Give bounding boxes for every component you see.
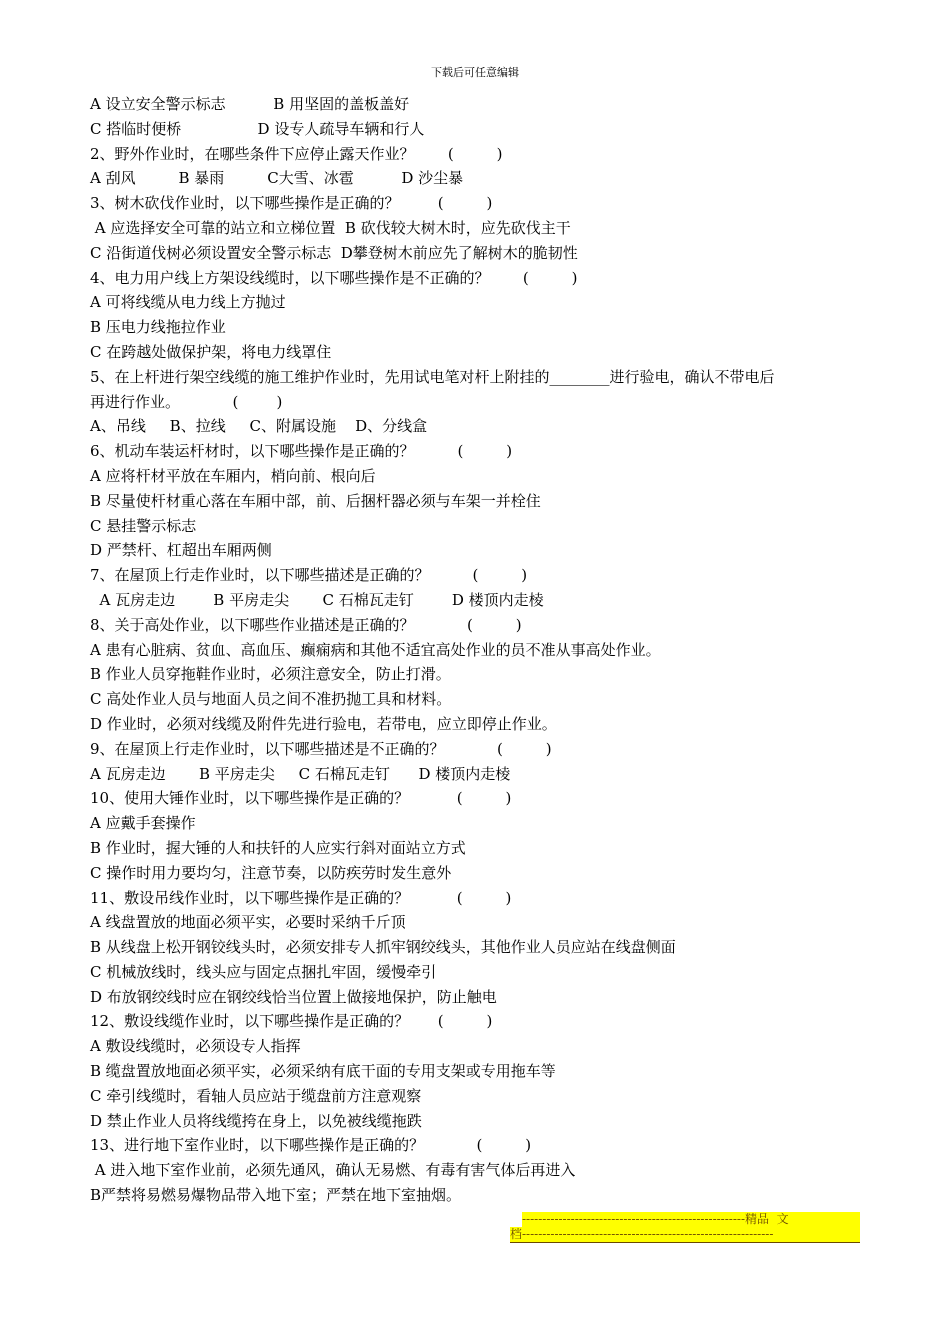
text-line: A 敷设线缆时，必须设专人指挥 — [90, 1037, 301, 1056]
text-line: A 瓦房走边 B 平房走尖 C 石棉瓦走钉 D 楼顶内走棱 — [90, 590, 544, 609]
text-line: A 应选择安全可靠的站立和立梯位置 B 砍伐较大树木时，应先砍伐主干 — [90, 218, 571, 237]
text-line: C 牵引线缆时，看轴人员应站于缆盘前方注意观察 — [90, 1086, 422, 1105]
text-line: A 可将线缆从电力线上方抛过 — [90, 293, 286, 312]
text-line: B严禁将易燃易爆物品带入地下室；严禁在地下室抽烟。 — [90, 1186, 462, 1205]
text-line: A 瓦房走边 B 平房走尖 C 石棉瓦走钉 D 楼顶内走棱 — [90, 764, 511, 783]
text-line: C 在跨越处做保护架，将电力线罩住 — [90, 342, 332, 361]
text-line: D 禁止作业人员将线缆挎在身上，以免被线缆拖跌 — [90, 1111, 422, 1130]
document-body — [90, 92, 870, 1208]
text-line: B 缆盘置放地面必须平实，必须采纳有底干面的专用支架或专用拖车等 — [90, 1062, 556, 1081]
question-line: 4、电力用户线上方架设线缆时，以下哪些操作是不正确的？ ( ) — [90, 268, 578, 287]
question-line: 11、敷设吊线作业时，以下哪些操作是正确的？ ( ) — [90, 888, 512, 907]
page-header: 下载后可任意编辑 — [431, 66, 519, 79]
text-line: A 进入地下室作业前，必须先通风，确认无易燃、有毒有害气体后再进入 — [90, 1161, 576, 1180]
question-line: 2、野外作业时，在哪些条件下应停止露天作业？ ( ) — [90, 144, 503, 163]
text-line: C 悬挂警示标志 — [90, 516, 197, 535]
text-line: A、吊线 B、拉线 C、附属设施 D、分线盒 — [90, 417, 428, 436]
question-line: 5、在上杆进行架空线缆的施工维护作业时，先用试电笔对杆上附挂的________进行验电，确认不带电后 — [90, 367, 775, 386]
text-line: B 压电力线拖拉作业 — [90, 318, 226, 337]
text-line: C 机械放线时，线头应与固定点捆扎牢固，缓慢牵引 — [90, 962, 437, 981]
text-line: A 刮风 B 暴雨 C大雪、冰雹 D 沙尘暴 — [90, 169, 464, 188]
text-line: D 布放钢绞线时应在钢绞线恰当位置上做接地保护，防止触电 — [90, 987, 497, 1006]
text-line: B 从线盘上松开钢铰线头时，必须安排专人抓牢钢绞线头，其他作业人员应站在线盘侧面 — [90, 938, 676, 957]
question-line: 10、使用大锤作业时，以下哪些操作是正确的？ ( ) — [90, 789, 512, 808]
question-line: 6、机动车装运杆材时，以下哪些操作是正确的？ ( ) — [90, 442, 513, 461]
text-line: 再进行作业。 ( ) — [90, 392, 283, 411]
text-line: B 尽量使杆材重心落在车厢中部，前、后捆杆器必须与车架一并栓住 — [90, 491, 541, 510]
watermark-row: 档-------------------------------------------------------------- — [510, 1227, 860, 1243]
question-line: 12、敷设线缆作业时，以下哪些操作是正确的？ ( ) — [90, 1012, 493, 1031]
question-line: 8、关于高处作业，以下哪些作业描述是正确的？ ( ) — [90, 615, 522, 634]
text-line: A 应戴手套操作 — [90, 814, 196, 833]
text-line: B 作业时，握大锤的人和扶钎的人应实行斜对面站立方式 — [90, 838, 466, 857]
text-line: D 作业时，必须对线缆及附件先进行验电，若带电，应立即停止作业。 — [90, 714, 557, 733]
question-line: 13、进行地下室作业时，以下哪些操作是正确的？ ( ) — [90, 1136, 532, 1155]
text-line: C 高处作业人员与地面人员之间不准扔抛工具和材料。 — [90, 690, 452, 709]
text-line: C 沿街道伐树必须设置安全警示标志 D攀登树木前应先了解树木的脆韧性 — [90, 243, 578, 262]
text-line: C 搭临时便桥 D 设专人疏导车辆和行人 — [90, 119, 425, 138]
question-line: 7、在屋顶上行走作业时，以下哪些描述是正确的？ ( ) — [90, 566, 528, 585]
text-line: B 作业人员穿拖鞋作业时，必须注意安全，防止打滑。 — [90, 665, 451, 684]
text-line: C 操作时用力要均匀，注意节奏，以防疾劳时发生意外 — [90, 863, 452, 882]
watermark-footer — [510, 1212, 860, 1243]
text-line: A 应将杆材平放在车厢内，梢向前、根向后 — [90, 466, 376, 485]
text-line: A 线盘置放的地面必须平实，必要时采纳千斤顶 — [90, 913, 406, 932]
text-line: A 设立安全警示标志 B 用坚固的盖板盖好 — [90, 95, 410, 113]
text-line: A 患有心脏病、贫血、高血压、癫痫病和其他不适宜高处作业的员不准从事高处作业。 — [90, 640, 661, 659]
watermark-row: -------------------------------------------------------精品 文 — [522, 1212, 860, 1227]
text-line: D 严禁杆、杠超出车厢两侧 — [90, 541, 272, 560]
question-line: 9、在屋顶上行走作业时，以下哪些描述是不正确的？ ( ) — [90, 739, 552, 758]
question-line: 3、树木砍伐作业时，以下哪些操作是正确的？ ( ) — [90, 194, 493, 213]
